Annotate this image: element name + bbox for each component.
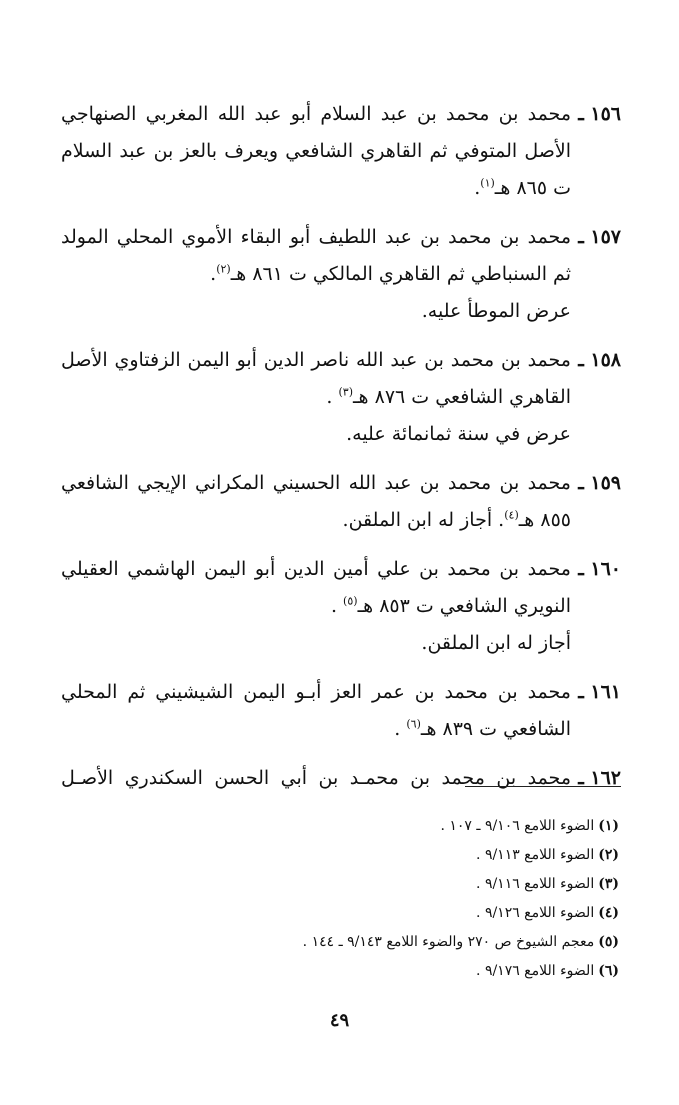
entry-157	[61, 219, 621, 330]
footnote-divider	[465, 786, 621, 787]
entry-line	[61, 711, 571, 748]
entry-160	[61, 551, 621, 662]
footnote-number: (١)	[598, 818, 619, 834]
footnotes	[59, 812, 619, 986]
footnote-number: (٣)	[598, 876, 619, 892]
entry-line: محمد بن محمد بن عبد اللطيف أبو البقاء الأموي المحلي المولد	[61, 226, 571, 248]
entry-number: ١٥٨ ـ	[578, 349, 621, 371]
entry-line-tail: .	[394, 718, 407, 740]
footnote-ref: (٥)	[343, 594, 358, 608]
footnote-text: الضوء اللامع ٩/١١٣ .	[476, 847, 595, 863]
entry-line-text: أجاز له ابن الملقن.	[342, 509, 493, 531]
footnote-number: (٦)	[598, 963, 619, 979]
footnote-text: معجم الشيوخ ص ٢٧٠ والضوء اللامع ٩/١٤٣ ـ ١٤٤ .	[302, 934, 595, 950]
footnote-ref: (١)	[480, 176, 495, 190]
entry-line: محمد بن محمد بن عبد الله ناصر الدين أبو اليمن الزفتاوي الأصل	[61, 349, 571, 371]
entry-number: ١٥٩ ـ	[578, 472, 621, 494]
footnote	[59, 928, 619, 957]
footnote	[59, 841, 619, 870]
entry-number: ١٥٧ ـ	[578, 226, 621, 248]
page-number: ٤٩	[329, 1010, 350, 1031]
entries-list	[61, 96, 621, 809]
entry-line-tail: .	[326, 386, 339, 408]
footnote-number: (٢)	[598, 847, 619, 863]
entry-line: الأصل المتوفي ثم القاهري الشافعي ويعرف بالعز بن عبد السلام	[61, 140, 571, 162]
footnote-ref: (٤)	[504, 508, 519, 522]
entry-159	[61, 465, 621, 539]
footnote	[59, 957, 619, 986]
entry-line: أجاز له ابن الملقن.	[421, 632, 571, 654]
entry-line-text: ٨٥٥ هـ	[518, 509, 571, 531]
footnote-ref: (٢)	[216, 262, 231, 276]
entry-line	[61, 588, 571, 625]
footnote	[59, 812, 619, 841]
footnote-number: (٥)	[598, 934, 619, 950]
entry-line-tail: .	[492, 509, 505, 531]
entry-line: عرض الموطأ عليه.	[421, 300, 571, 322]
entry-number: ١٦٠ ـ	[578, 558, 621, 580]
footnote-ref: (٣)	[338, 385, 353, 399]
footnote-text: الضوء اللامع ٩/١٢٦ .	[476, 905, 595, 921]
footnote-text: الضوء اللامع ٩/١٠٦ ـ ١٠٧ .	[440, 818, 595, 834]
entry-line: محمد بن محمد بن عمر العز أبـو اليمن الشيشيني ثم المحلي	[61, 681, 571, 703]
footnote	[59, 899, 619, 928]
entry-line-tail: .	[210, 263, 217, 285]
entry-156	[61, 96, 621, 207]
entry-162	[61, 760, 621, 797]
entry-number: ١٦١ ـ	[578, 681, 621, 703]
entry-line-tail: .	[474, 177, 481, 199]
entry-158	[61, 342, 621, 453]
footnote-text: الضوء اللامع ٩/١١٦ .	[476, 876, 595, 892]
entry-line-text: ثم السنباطي ثم القاهري المالكي ت ٨٦١ هـ	[230, 263, 571, 285]
entry-number: ١٥٦ ـ	[578, 103, 621, 125]
entry-line-tail: .	[330, 595, 344, 617]
entry-line	[61, 502, 571, 539]
footnote-number: (٤)	[598, 905, 619, 921]
entry-line	[61, 256, 571, 293]
entry-line-text: القاهري الشافعي ت ٨٧٦ هـ	[352, 386, 571, 408]
entry-line	[61, 170, 571, 207]
entry-number: ١٦٢ ـ	[578, 767, 621, 789]
entry-line-text: الشافعي ت ٨٣٩ هـ	[420, 718, 571, 740]
entry-161	[61, 674, 621, 748]
footnote-ref: (٦)	[406, 717, 421, 731]
entry-line: عرض في سنة ثمانمائة عليه.	[346, 423, 571, 445]
footnote-text: الضوء اللامع ٩/١٧٦ .	[476, 963, 595, 979]
entry-line	[61, 379, 571, 416]
entry-line-text: النويري الشافعي ت ٨٥٣ هـ	[357, 595, 571, 617]
entry-line-text: ت ٨٦٥ هـ	[494, 177, 571, 199]
entry-line: محمد بن محمد بن عبد السلام أبو عبد الله المغربي الصنهاجي	[61, 103, 571, 125]
entry-line: محمد بن محمد بن علي أمين الدين أبو اليمن الهاشمي العقيلي	[61, 558, 571, 580]
entry-line: محمد بن محمد بن محمـد بن أبي الحسن السكندري الأصـل	[61, 767, 571, 789]
footnote	[59, 870, 619, 899]
entry-line: محمد بن محمد بن عبد الله الحسيني المكراني الإيجي الشافعي	[61, 472, 571, 494]
